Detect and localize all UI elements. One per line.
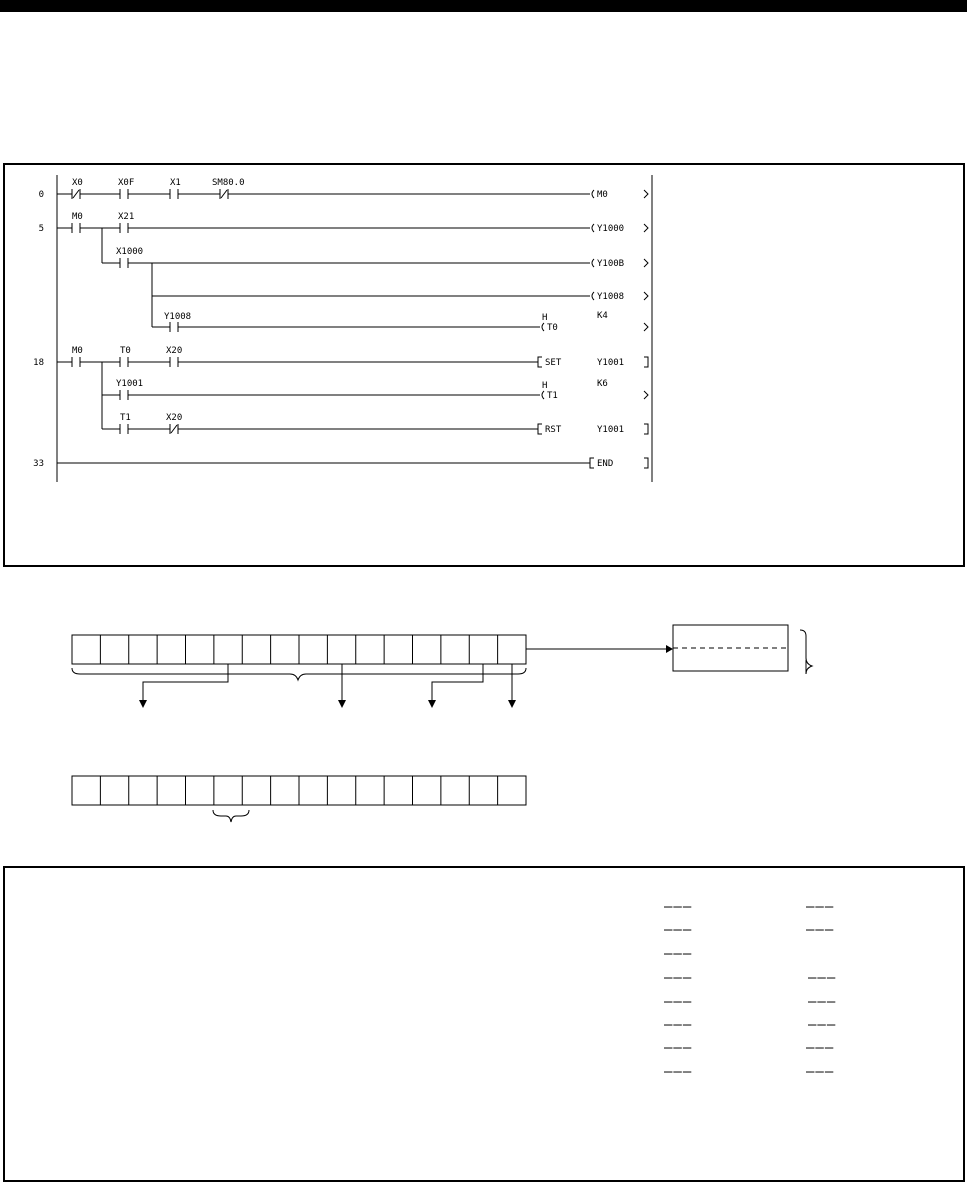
step-number: 18 [33,358,44,368]
coil-label: M0 [597,190,608,200]
instruction-label: RST [545,425,562,435]
contact-label: T1 [120,413,131,423]
timer-setting: K6 [597,379,608,389]
dash-mark: ——— [808,970,837,986]
contact-label: T0 [120,346,131,356]
contact-label: Y1008 [164,312,192,322]
coil-label: Y1000 [597,224,625,234]
step-number: 0 [38,190,44,200]
contact-label: X20 [166,413,183,423]
timer-setting: K4 [597,311,608,321]
instruction-label: END [597,459,614,469]
coil-label: T0 [547,323,558,333]
dash-mark: ——— [664,970,693,986]
dash-mark: ——— [808,1017,837,1033]
contact-label: M0 [72,212,83,222]
contact-label: X20 [166,346,183,356]
operand-label: Y1001 [597,425,625,435]
contact-label: X0F [118,178,135,188]
contact-label: Y1001 [116,379,144,389]
instruction-label: SET [545,358,562,368]
dash-mark: ——— [664,994,693,1010]
dash-mark: ——— [806,1040,835,1056]
contact-label: X0 [72,178,83,188]
coil-label: T1 [547,391,558,401]
contact-label: X1 [170,178,181,188]
operand-label: Y1001 [597,358,625,368]
timer-h-label: H [542,313,548,323]
contact-label: X21 [118,212,135,222]
dash-mark: ——— [664,1040,693,1056]
dash-mark: ——— [806,922,835,938]
contact-label: SM80.0 [212,178,245,188]
timer-h-label: H [542,381,548,391]
step-number: 5 [38,224,44,234]
dash-mark: ——— [806,1064,835,1080]
dash-mark: ——— [664,1064,693,1080]
dash-mark: ——— [664,946,693,962]
contact-label: M0 [72,346,83,356]
dash-mark: ——— [664,1017,693,1033]
dash-mark: ——— [808,994,837,1010]
coil-label: Y100B [597,259,625,269]
contact-label: X1000 [116,247,144,257]
dash-mark: ——— [664,922,693,938]
dash-mark: ——— [806,899,835,915]
step-number: 33 [33,459,44,469]
dash-mark: ——— [664,899,693,915]
coil-label: Y1008 [597,292,625,302]
